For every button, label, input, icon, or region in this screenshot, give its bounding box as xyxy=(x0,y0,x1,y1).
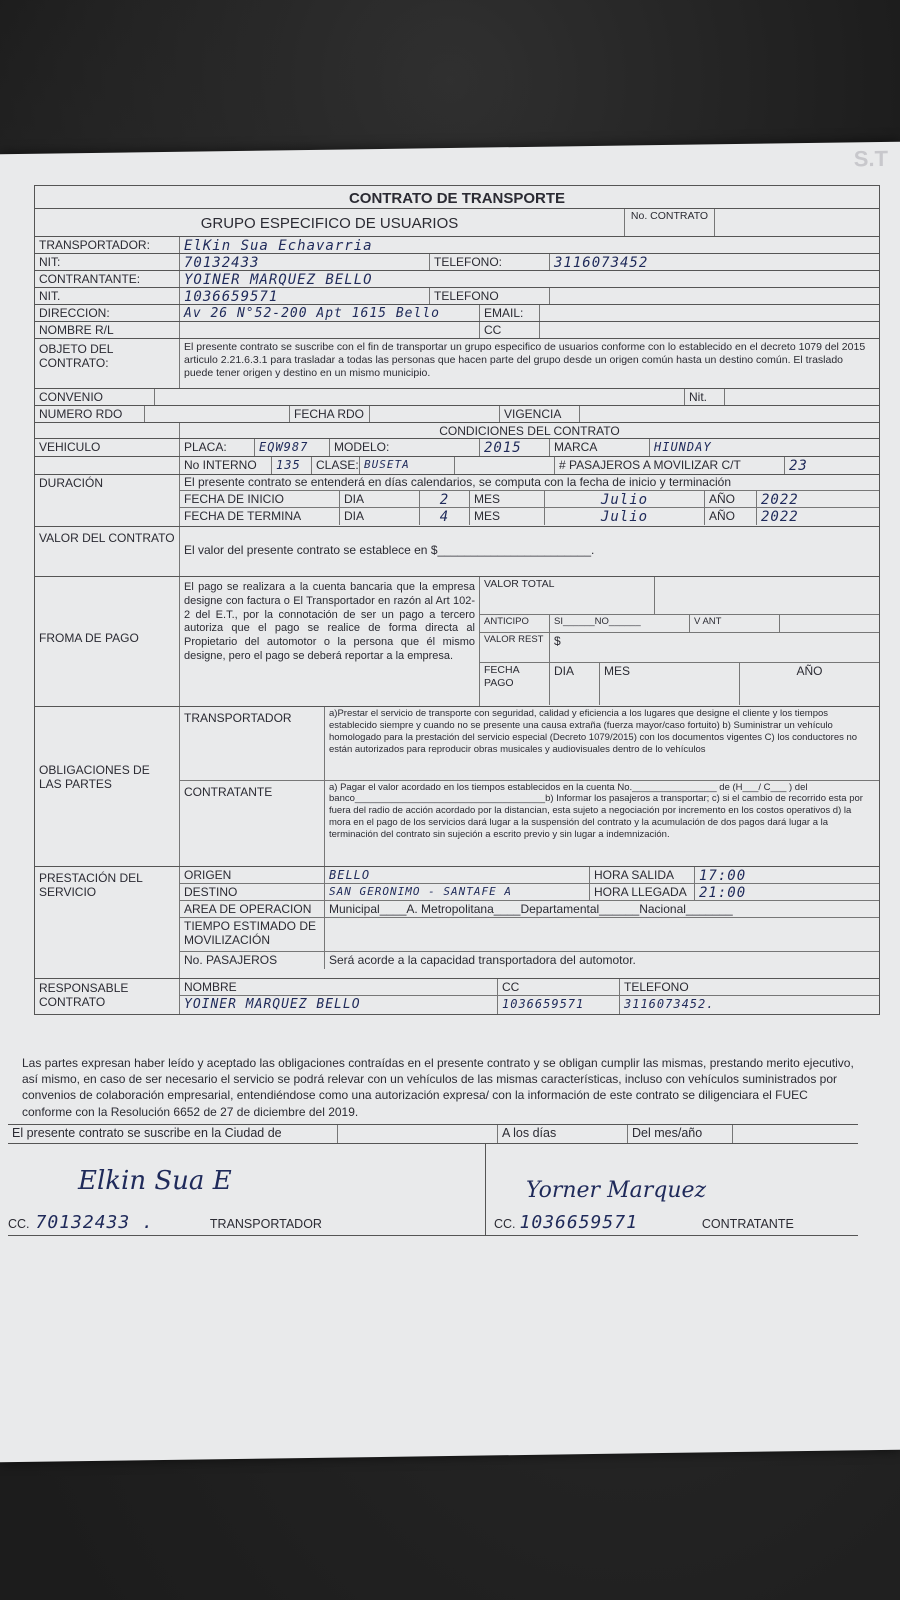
valor-rest-label: VALOR REST xyxy=(480,633,550,662)
fecha-pago-label: FECHA PAGO xyxy=(480,663,550,705)
nit-label: NIT: xyxy=(35,254,180,270)
obligaciones-row xyxy=(34,707,880,867)
obl-transportador-label: TRANSPORTADOR xyxy=(180,707,325,780)
responsable-row xyxy=(34,979,880,1015)
transportador-value[interactable]: ElKin Sua Echavarria xyxy=(184,238,373,253)
nit2-value[interactable]: 1036659571 xyxy=(180,288,430,304)
origen-row xyxy=(180,867,879,884)
pago-mes-label: MES xyxy=(600,663,740,705)
company-logo: S.T xyxy=(853,145,888,172)
valor-total-label: VALOR TOTAL xyxy=(480,577,655,614)
area-text: Municipal____A. Metropolitana____Departamental______Nacional_______ xyxy=(329,902,733,916)
hora-salida-value[interactable]: 17:00 xyxy=(699,868,747,883)
fecha-termina-row xyxy=(180,508,879,525)
objeto-row xyxy=(34,339,880,389)
condiciones-spacer xyxy=(35,423,180,438)
modelo-label: MODELO: xyxy=(330,439,480,456)
document-title: CONTRATO DE TRANSPORTE xyxy=(348,190,566,207)
telefono-label: TELEFONO: xyxy=(430,254,550,270)
ciudad-label: El presente contrato se suscribe en la Ciudad de xyxy=(8,1125,338,1143)
valor-total-value[interactable] xyxy=(655,577,879,614)
transportador-signature-box xyxy=(8,1144,486,1235)
ciudad-value[interactable] xyxy=(338,1125,498,1143)
fecha-pago-row xyxy=(480,663,879,705)
responsable-label: RESPONSABLE CONTRATO xyxy=(35,979,180,1014)
inicio-dia-label: DIA xyxy=(340,491,420,507)
closing-text: Las partes expresan haber leído y aceptado las obligaciones contraídas en el presente contrato y se obligan cumplir las mismas, prestando merito ejecutivo, así mismo, en caso de ser necesario el servicio se podrá relevar con un vehículos de las mismas características, incluso con vehículos suministrados por convenios de colaboración empresarial, entendiéndose como una autorización expresa/ con la información de este contrato se diligenciara el FUEC conforme con la Resolución 6652 de 27 de diciembre del 2019. xyxy=(22,1056,854,1119)
placa-value[interactable]: EQW987 xyxy=(255,439,330,456)
convenio-nit-label: Nit. xyxy=(685,389,725,405)
left-role: TRANSPORTADOR xyxy=(209,1216,322,1231)
pasajeros-value[interactable]: 23 xyxy=(789,458,808,474)
interno-spacer xyxy=(35,457,180,474)
servicio-row xyxy=(34,867,880,979)
contratante-label: CONTRANTANTE: xyxy=(35,271,180,287)
no-pasajeros-row xyxy=(180,952,879,969)
ciudad-row xyxy=(8,1124,858,1144)
transportador-cc-line xyxy=(8,1212,485,1233)
nit-value[interactable]: 70132433 xyxy=(180,254,430,270)
dias-label: A los días xyxy=(498,1125,628,1143)
left-cc-value: 70132433 . xyxy=(35,1211,154,1233)
responsable-nombre-label: NOMBRE xyxy=(180,979,498,995)
obl-contratante-row xyxy=(180,781,879,866)
pago-ano-label: AÑO xyxy=(796,664,823,678)
clase-label: CLASE: xyxy=(312,457,360,474)
no-contrato-label: No. CONTRATO xyxy=(625,209,715,236)
condiciones-title: CONDICIONES DEL CONTRATO xyxy=(439,424,620,438)
fecha-rdo-label: FECHA RDO xyxy=(290,406,370,422)
anticipo-row xyxy=(480,615,879,633)
marca-label: MARCA xyxy=(550,439,650,456)
valor-total-row xyxy=(480,577,879,615)
right-role: CONTRATANTE xyxy=(701,1216,794,1231)
destino-row xyxy=(180,884,879,901)
destino-value[interactable]: SAN GERONIMO - SANTAFE A xyxy=(325,884,590,900)
nombre-rl-value[interactable] xyxy=(180,322,480,338)
subtitle-row xyxy=(34,209,880,237)
fecha-rdo-value[interactable] xyxy=(370,406,500,422)
responsable-nombre-value[interactable]: YOINER MARQUEZ BELLO xyxy=(180,996,498,1014)
no-interno-label: No INTERNO xyxy=(180,457,272,474)
contratante-signature-box xyxy=(486,1144,858,1235)
nombre-rl-label: NOMBRE R/L xyxy=(35,322,180,338)
anticipo-label: ANTICIPO xyxy=(480,615,550,632)
duracion-text: El presente contrato se entenderá en días calendarios, se computa con la fecha de inicio y terminación xyxy=(180,475,879,491)
origen-value[interactable]: BELLO xyxy=(325,867,590,883)
telefono2-label: TELEFONO xyxy=(430,288,550,304)
fin-mes-label: MES xyxy=(470,508,545,525)
servicio-label: PRESTACIÓN DEL SERVICIO xyxy=(35,867,180,978)
convenio-nit-value[interactable] xyxy=(725,389,879,405)
responsable-block xyxy=(180,979,879,1014)
left-cc-label: CC. xyxy=(8,1216,30,1231)
mes-ano-label: Del mes/año xyxy=(628,1125,733,1143)
nit2-row xyxy=(34,288,880,305)
transportador-label: TRANSPORTADOR: xyxy=(35,237,180,253)
duracion-label: DURACIÓN xyxy=(35,475,180,526)
responsable-telefono-label: TELEFONO xyxy=(624,980,689,994)
valor-rest-value[interactable]: $ xyxy=(554,634,561,648)
hora-llegada-label: HORA LLEGADA xyxy=(590,884,695,900)
email-label: EMAIL: xyxy=(480,305,540,321)
placa-label: PLACA: xyxy=(180,439,255,456)
duracion-block xyxy=(180,475,879,526)
right-cc-value: 1036659571 xyxy=(519,1211,638,1233)
contratante-cc-line xyxy=(494,1212,866,1233)
vigencia-value[interactable] xyxy=(580,406,879,422)
vehiculo-row xyxy=(34,439,880,457)
direccion-value[interactable]: Av 26 N°52-200 Apt 1615 Bello xyxy=(180,305,480,321)
responsable-header-row xyxy=(180,979,879,996)
fin-ano-value[interactable]: 2022 xyxy=(761,509,799,525)
hora-salida-label: HORA SALIDA xyxy=(590,867,695,883)
inicio-mes-value[interactable]: Julio xyxy=(545,491,705,507)
servicio-block xyxy=(180,867,879,978)
fecha-inicio-label: FECHA DE INICIO xyxy=(180,491,340,507)
inicio-dia-value[interactable]: 2 xyxy=(420,491,470,507)
email-value[interactable] xyxy=(540,305,879,321)
telefono-value[interactable]: 3116073452 xyxy=(554,255,649,270)
origen-label: ORIGEN xyxy=(180,867,325,883)
inicio-mes-label: MES xyxy=(470,491,545,507)
tiempo-row xyxy=(180,918,879,952)
obl-contratante-label: CONTRATANTE xyxy=(180,781,325,866)
fecha-inicio-row xyxy=(180,491,879,508)
transportador-signature: Elkin Sua E xyxy=(78,1165,232,1196)
pago-row xyxy=(34,577,880,707)
fin-dia-value[interactable]: 4 xyxy=(420,508,470,525)
convenio-label: CONVENIO xyxy=(35,389,155,405)
obl-contratante-text: a) Pagar el valor acordado en los tiempos establecidos en la cuenta No.________________ de (H___/ C___ ) del banco____________________________________b) Informar los pasajeros a transportar; c) si el cambio de recorrido esta por fuera del radio de acción acordado por la distancian, esta sujeto a negociación por incremento en los costos operativos d) la mora en el pago de los servicios dará lugar a la suspensión del contrato y la acumulación de dos pagos dará lugar a la terminación del contrato sin sujeción a escrito previo y sin lugar a indemnización. xyxy=(329,781,863,841)
pago-dia-label: DIA xyxy=(550,663,600,705)
signature-row xyxy=(8,1144,858,1236)
valor-row xyxy=(34,527,880,577)
si-no-label: SI______NO______ xyxy=(550,615,690,632)
hora-llegada-value[interactable]: 21:00 xyxy=(699,885,747,900)
pasajeros-label: # PASAJEROS A MOVILIZAR C/T xyxy=(555,457,785,474)
telefono2-value[interactable] xyxy=(550,288,879,304)
contratante-value[interactable]: YOINER MARQUEZ BELLO xyxy=(184,272,373,287)
modelo-value[interactable]: 2015 xyxy=(480,439,550,456)
obligaciones-block xyxy=(180,707,879,866)
objeto-text: El presente contrato se suscribe con el fin de transportar un grupo especifico de usuarios conforme con lo establecido en el decreto 1079 del 2015 articulo 2.21.6.3.1 para trasladar a todas las personas que hacen parte del grupo desde un origen común hasta un destino común. El traslado puede tener origen y destino en un mismo municipio. xyxy=(184,341,866,380)
rdo-row xyxy=(34,406,880,423)
document-subtitle: GRUPO ESPECIFICO DE USUARIOS xyxy=(35,209,625,236)
nit-row xyxy=(34,254,880,271)
area-label: AREA DE OPERACION xyxy=(180,901,325,917)
pago-details xyxy=(480,577,879,706)
marca-value[interactable]: HIUNDAY xyxy=(654,440,712,454)
numero-rdo-value[interactable] xyxy=(145,406,290,422)
responsable-cc-value[interactable]: 1036659571 xyxy=(498,996,620,1014)
clase-spacer xyxy=(455,457,555,474)
vigencia-label: VIGENCIA xyxy=(500,406,580,422)
tiempo-label: TIEMPO ESTIMADO DE MOVILIZACIÓN xyxy=(180,918,325,951)
no-interno-value[interactable]: 135 xyxy=(272,457,312,474)
no-pasajeros-label: No. PASAJEROS xyxy=(180,952,325,969)
direccion-label: DIRECCION: xyxy=(35,305,180,321)
v-ant-value[interactable] xyxy=(780,615,879,632)
nombre-rl-row xyxy=(34,322,880,339)
mes-ano-value[interactable] xyxy=(733,1125,858,1143)
obligaciones-label: OBLIGACIONES DE LAS PARTES xyxy=(35,707,180,866)
contract-form xyxy=(34,185,880,1015)
condiciones-title-row xyxy=(34,423,880,439)
cc-label: CC xyxy=(480,322,540,338)
right-cc-label: CC. xyxy=(494,1216,516,1231)
inicio-ano-label: AÑO xyxy=(705,491,757,507)
duracion-row xyxy=(34,475,880,527)
fin-mes-value[interactable]: Julio xyxy=(545,508,705,525)
fin-ano-label: AÑO xyxy=(705,508,757,525)
fin-dia-label: DIA xyxy=(340,508,420,525)
tiempo-value[interactable] xyxy=(325,918,879,951)
closing-section xyxy=(8,1055,858,1236)
responsable-cc-label: CC xyxy=(498,979,620,995)
pago-text: El pago se realizara a la cuenta bancaria que la empresa designe con factura o El Transportador en razón al Art 102-2 del E.T., por la connotación de ser un pago a tercero autoriza que el pago se realice de forma directa al Propietario del automotor o la persona que él mismo designe, pero el pago se deberá reportar a la empresa. xyxy=(180,577,480,706)
obl-transportador-text: a)Prestar el servicio de transporte con seguridad, calidad y eficiencia a los lugares que designe el cliente y los tiempos establecido siempre y cuando no se presente una causa extraña (fuerza mayor/caso fortuito) b) Suministrar un vehículo homologado para la prestación del servicio especial (Decreto 1079/2015) con los documentos vigentes C) los conductores no están autorizados para reproducir obras musicales y audiovisuales dentro de lo vehículos xyxy=(329,708,858,755)
convenio-row xyxy=(34,389,880,406)
objeto-label: OBJETO DEL CONTRATO: xyxy=(35,339,180,388)
vehiculo-label: VEHICULO xyxy=(35,439,180,456)
transportador-row xyxy=(34,237,880,254)
contratante-row xyxy=(34,271,880,288)
valor-label: VALOR DEL CONTRATO xyxy=(35,527,180,576)
numero-rdo-label: NUMERO RDO xyxy=(35,406,145,422)
destino-label: DESTINO xyxy=(180,884,325,900)
direccion-row xyxy=(34,305,880,322)
no-pasajeros-text: Será acorde a la capacidad transportadora del automotor. xyxy=(329,953,636,967)
title-row xyxy=(34,185,880,209)
v-ant-label: V ANT xyxy=(690,615,780,632)
inicio-ano-value[interactable]: 2022 xyxy=(761,492,799,507)
pago-label: FROMA DE PAGO xyxy=(35,577,180,706)
responsable-values-row xyxy=(180,996,879,1014)
interno-row xyxy=(34,457,880,475)
area-row xyxy=(180,901,879,918)
fecha-termina-label: FECHA DE TERMINA xyxy=(180,508,340,525)
valor-text: El valor del presente contrato se establece en $_______________________. xyxy=(184,543,595,557)
no-contrato-value[interactable] xyxy=(715,209,879,236)
convenio-value[interactable] xyxy=(155,389,685,405)
nit2-label: NIT. xyxy=(35,288,180,304)
valor-rest-row xyxy=(480,633,879,663)
clase-value[interactable]: BUSETA xyxy=(360,457,455,474)
obl-transportador-row xyxy=(180,707,879,781)
contratante-signature: Yorner Marquez xyxy=(526,1177,707,1203)
cc-value[interactable] xyxy=(540,322,879,338)
responsable-telefono-value[interactable]: 3116073452. xyxy=(624,997,715,1011)
